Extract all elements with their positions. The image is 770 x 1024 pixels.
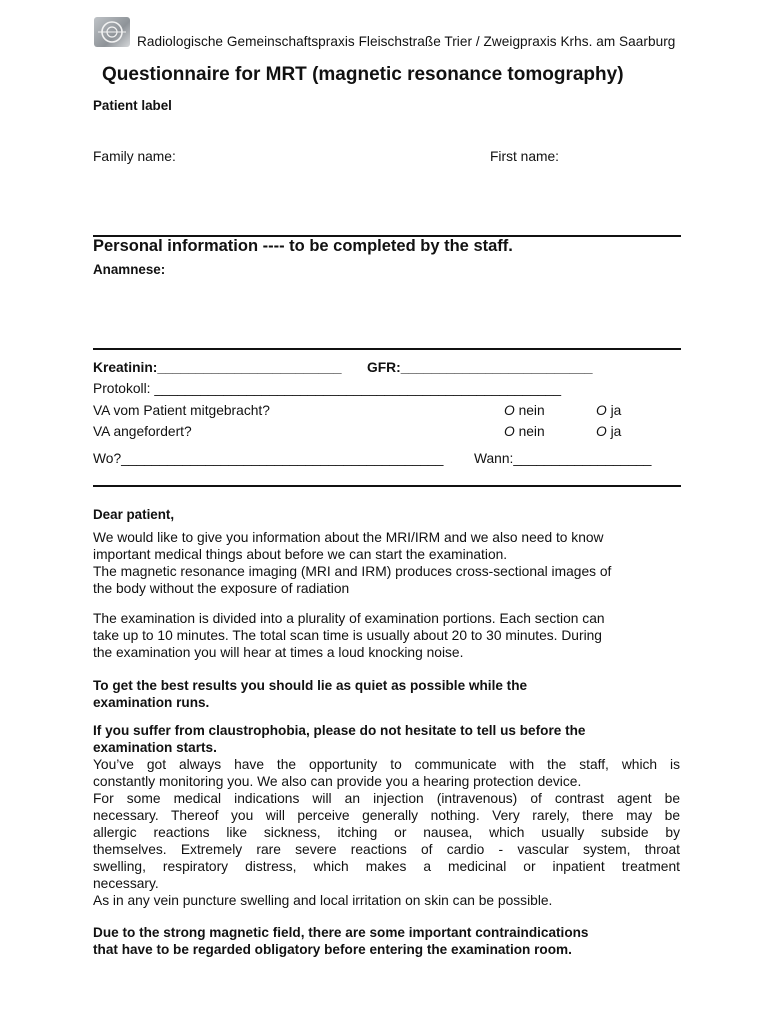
text-line: constantly monitoring you. We also can provide you a hearing protection device. — [93, 774, 582, 789]
radio-circle-icon: O — [596, 403, 607, 418]
practice-header: Radiologische Gemeinschaftspraxis Fleischstraße Trier / Zweigpraxis Krhs. am Saarburg — [137, 34, 676, 49]
patient-label-heading: Patient label — [93, 98, 172, 113]
text-line: examination starts. — [93, 740, 217, 755]
staff-section-title: Personal information ---- to be completed by the staff. — [93, 237, 513, 255]
text-line: You’ve got always have the opportunity to communicate with the staff, which is — [93, 757, 680, 772]
option-label: ja — [610, 403, 622, 418]
kreatinin-field[interactable]: Kreatinin:________________________ — [93, 360, 342, 375]
text-line: that have to be regarded obligatory before entering the examination room. — [93, 942, 572, 957]
text-line: allergic reactions like sickness, itching or nausea, which usually subside by — [93, 825, 680, 840]
option-label: nein — [518, 403, 545, 418]
logo-emblem-icon — [94, 17, 130, 47]
family-name-label: Family name: — [93, 149, 176, 164]
va-patient-label: VA vom Patient mitgebracht? — [93, 403, 270, 418]
option-label: nein — [518, 424, 545, 439]
radio-circle-icon: O — [504, 403, 515, 418]
text-line: the body without the exposure of radiation — [93, 581, 350, 596]
text-line: necessary. Thereof you will perceive generally nothing. Very rarely, there may be — [93, 808, 680, 823]
wann-field[interactable]: Wann:__________________ — [474, 451, 652, 466]
va-requested-nein-option[interactable] — [504, 424, 545, 439]
text-line: themselves. Extremely rare severe reactions of cardio - vascular system, throat — [93, 842, 680, 857]
va-patient-ja-option[interactable] — [596, 403, 621, 418]
wo-field[interactable]: Wo?__________________________________________ — [93, 451, 444, 466]
text-line: We would like to give you information about the MRI/IRM and we also need to know — [93, 530, 604, 545]
text-line: the examination you will hear at times a loud knocking noise. — [93, 645, 464, 660]
anamnese-label: Anamnese: — [93, 262, 166, 277]
letter-paragraph-examination — [93, 610, 680, 661]
letter-greeting: Dear patient, — [93, 507, 175, 522]
letter-paragraph-lie-quiet — [93, 677, 680, 711]
text-line: swelling, respiratory distress, which makes a medicinal or inpatient treatment — [93, 859, 680, 874]
radio-circle-icon: O — [504, 424, 515, 439]
gfr-field[interactable]: GFR:_________________________ — [367, 360, 593, 375]
first-name-label: First name: — [490, 149, 559, 164]
letter-paragraph-intro — [93, 529, 680, 597]
radio-circle-icon: O — [596, 424, 607, 439]
text-line: Due to the strong magnetic field, there are some important contraindications — [93, 925, 589, 940]
protokoll-field[interactable]: Protokoll: _____________________________________________________ — [93, 381, 562, 396]
letter-paragraph-contraindications — [93, 924, 680, 958]
text-line: As in any vein puncture swelling and local irritation on skin can be possible. — [93, 893, 553, 908]
text-line: If you suffer from claustrophobia, please do not hesitate to tell us before the — [93, 723, 586, 738]
text-line: The magnetic resonance imaging (MRI and IRM) produces cross-sectional images of — [93, 564, 612, 579]
letter-paragraph-claustrophobia — [93, 722, 680, 756]
divider — [93, 485, 681, 487]
text-line: take up to 10 minutes. The total scan time is usually about 20 to 30 minutes. During — [93, 628, 602, 643]
va-patient-nein-option[interactable] — [504, 403, 545, 418]
text-line: important medical things about before we can start the examination. — [93, 547, 508, 562]
option-label: ja — [610, 424, 622, 439]
text-line: To get the best results you should lie as quiet as possible while the — [93, 678, 528, 693]
letter-paragraph-contrast-agent — [93, 756, 680, 909]
text-line: For some medical indications will an injection (intravenous) of contrast agent be — [93, 791, 680, 806]
va-requested-ja-option[interactable] — [596, 424, 621, 439]
text-line: examination runs. — [93, 695, 210, 710]
page-title: Questionnaire for MRT (magnetic resonance tomography) — [102, 64, 624, 85]
va-requested-label: VA angefordert? — [93, 424, 192, 439]
divider — [93, 348, 681, 350]
practice-logo — [94, 17, 130, 47]
text-line: The examination is divided into a plurality of examination portions. Each section can — [93, 611, 605, 626]
text-line: necessary. — [93, 876, 159, 891]
